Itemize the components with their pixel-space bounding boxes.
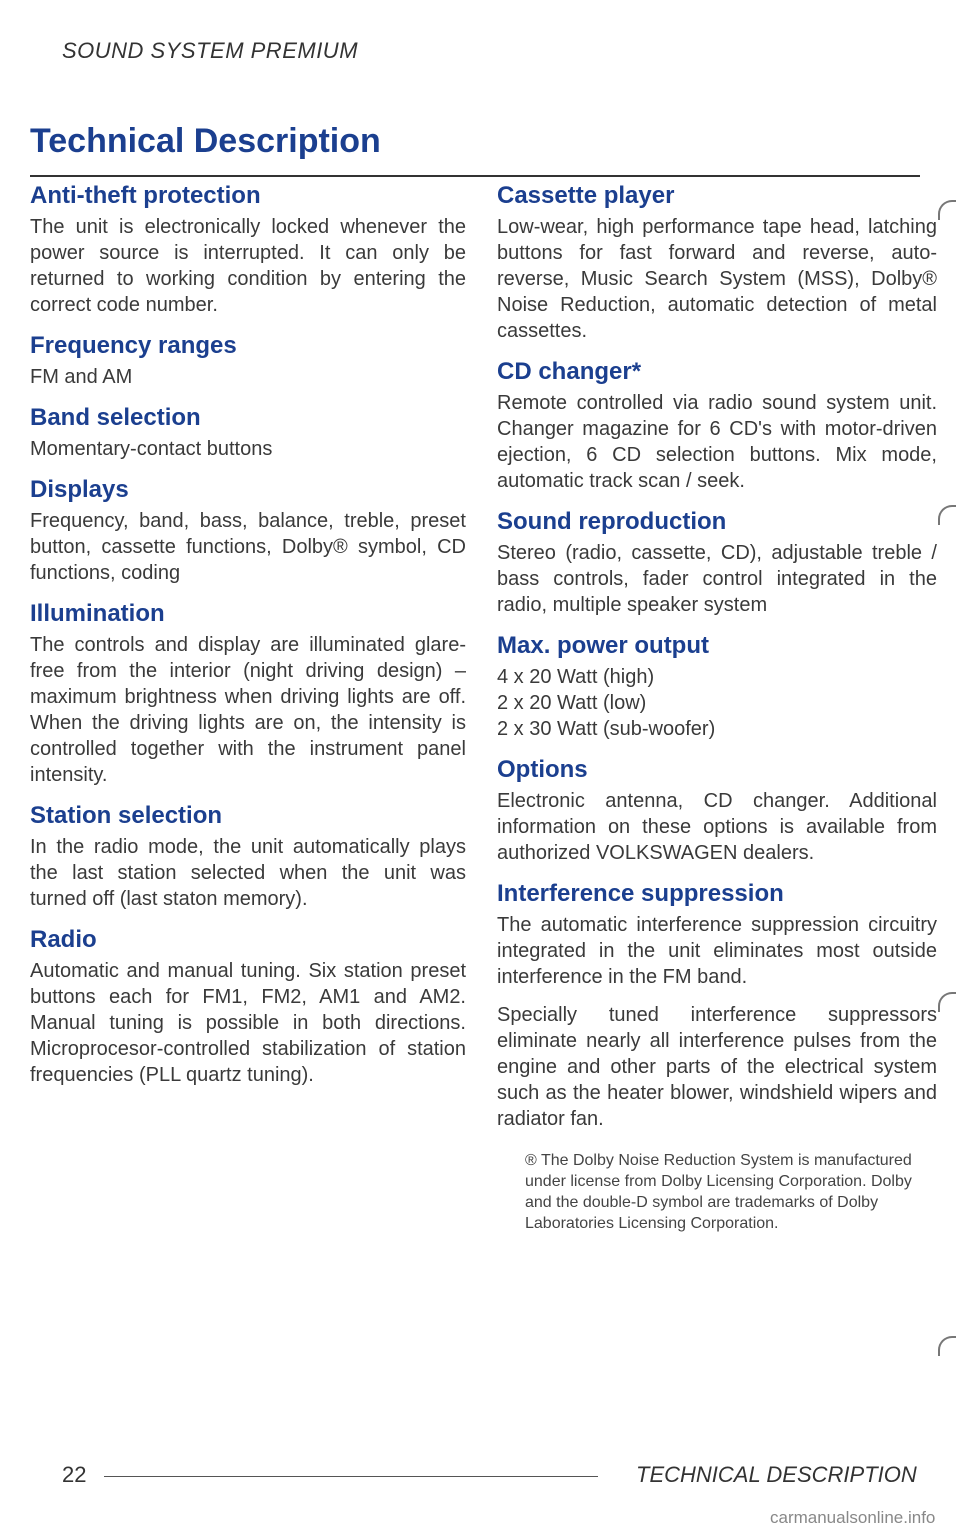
- section-text: Stereo (radio, cassette, CD), adjustable treble / bass controls, fader control integrated in the radio, multiple speaker system: [497, 542, 937, 616]
- section-heading: Cassette player: [497, 182, 675, 209]
- footer-rule: [104, 1476, 598, 1477]
- section-band-selection: [30, 404, 466, 462]
- corner-mark: [938, 200, 956, 220]
- section-text: The controls and display are illuminated glare-free from the interior (night driving design) – maximum brightness when driving lights are off. When the driving lights are on, the intensity is controlled together with the instrument panel intensity.: [30, 634, 466, 786]
- watermark: carmanualsonline.info: [770, 1508, 936, 1527]
- section-cassette-player: [497, 182, 937, 344]
- section-frequency-ranges: [30, 332, 466, 390]
- title-rule: [30, 175, 920, 177]
- power-line: 2 x 30 Watt (sub-woofer): [497, 718, 716, 740]
- corner-mark: [938, 505, 956, 525]
- corner-mark: [938, 1336, 956, 1356]
- page-number: 22: [62, 1462, 87, 1487]
- section-cd-changer: [497, 358, 937, 494]
- section-displays: [30, 476, 466, 586]
- section-heading: Options: [497, 756, 588, 783]
- section-heading: Frequency ranges: [30, 332, 237, 359]
- section-station-selection: [30, 802, 466, 912]
- power-line: 4 x 20 Watt (high): [497, 666, 655, 688]
- section-heading: Radio: [30, 926, 97, 953]
- section-text: The unit is electronically locked whenever the power source is interrupted. It can only be returned to working condition by entering the correct code number.: [30, 216, 466, 316]
- section-heading: CD changer*: [497, 358, 642, 385]
- page-title: Technical Description: [30, 122, 381, 160]
- section-text: The automatic interference suppression circuitry integrated in the unit eliminates most outside interference in the FM band.: [497, 914, 937, 988]
- section-heading: Interference suppression: [497, 880, 784, 907]
- running-foot: TECHNICAL DESCRIPTION: [636, 1462, 917, 1487]
- section-options: [497, 756, 937, 866]
- section-text: Remote controlled via radio sound system unit. Changer magazine for 6 CD's with motor-driven ejection, 6 CD selection buttons. Mix mode, automatic track scan / seek.: [497, 392, 937, 492]
- section-heading: Illumination: [30, 600, 165, 627]
- section-text: In the radio mode, the unit automatically plays the last station selected when the unit was turned off (last staton memory).: [30, 836, 466, 910]
- section-heading: Anti-theft protection: [30, 182, 261, 209]
- section-heading: Station selection: [30, 802, 223, 829]
- section-text: Specially tuned interference suppressors eliminate nearly all interference pulses from the engine and other parts of the electrical system such as the heater blower, windshield wipers and radiator fan.: [497, 1004, 937, 1130]
- section-radio: [30, 926, 466, 1088]
- section-heading: Displays: [30, 476, 129, 503]
- left-column: [30, 182, 466, 1102]
- section-text: Low-wear, high performance tape head, latching buttons for fast forward and reverse, auto-reverse, Music Search System (MSS), Dolby® Noise Reduction, automatic detection of metal cassettes.: [497, 216, 937, 342]
- corner-mark: [938, 992, 956, 1012]
- running-head: SOUND SYSTEM PREMIUM: [62, 38, 359, 63]
- power-line: 2 x 20 Watt (low): [497, 692, 647, 714]
- section-heading: Max. power output: [497, 632, 709, 659]
- section-anti-theft: [30, 182, 466, 318]
- section-text: Frequency, band, bass, balance, treble, preset button, cassette functions, Dolby® symbol, CD functions, coding: [30, 510, 466, 584]
- section-max-power-output: [497, 632, 937, 742]
- section-text: Automatic and manual tuning. Six station preset buttons each for FM1, FM2, AM1 and AM2. Manual tuning is possible in both directions. Microprocesor-controlled stabilization of station frequencies (PLL quartz tuning).: [30, 960, 466, 1086]
- right-column: [497, 182, 937, 1234]
- section-text: Electronic antenna, CD changer. Additional information on these options is available from authorized VOLKSWAGEN dealers.: [497, 790, 937, 864]
- section-illumination: [30, 600, 466, 788]
- section-heading: Band selection: [30, 404, 201, 431]
- section-text: Momentary-contact buttons: [30, 438, 273, 460]
- section-heading: Sound reproduction: [497, 508, 727, 535]
- section-sound-reproduction: [497, 508, 937, 618]
- section-interference-suppression: [497, 880, 937, 1132]
- dolby-footnote: ® The Dolby Noise Reduction System is manufactured under license from Dolby Licensing Corporation. Dolby and the double-D symbol are trademarks of Dolby Laboratories Licensing Corporation.: [525, 1152, 912, 1232]
- section-text: FM and AM: [30, 366, 133, 388]
